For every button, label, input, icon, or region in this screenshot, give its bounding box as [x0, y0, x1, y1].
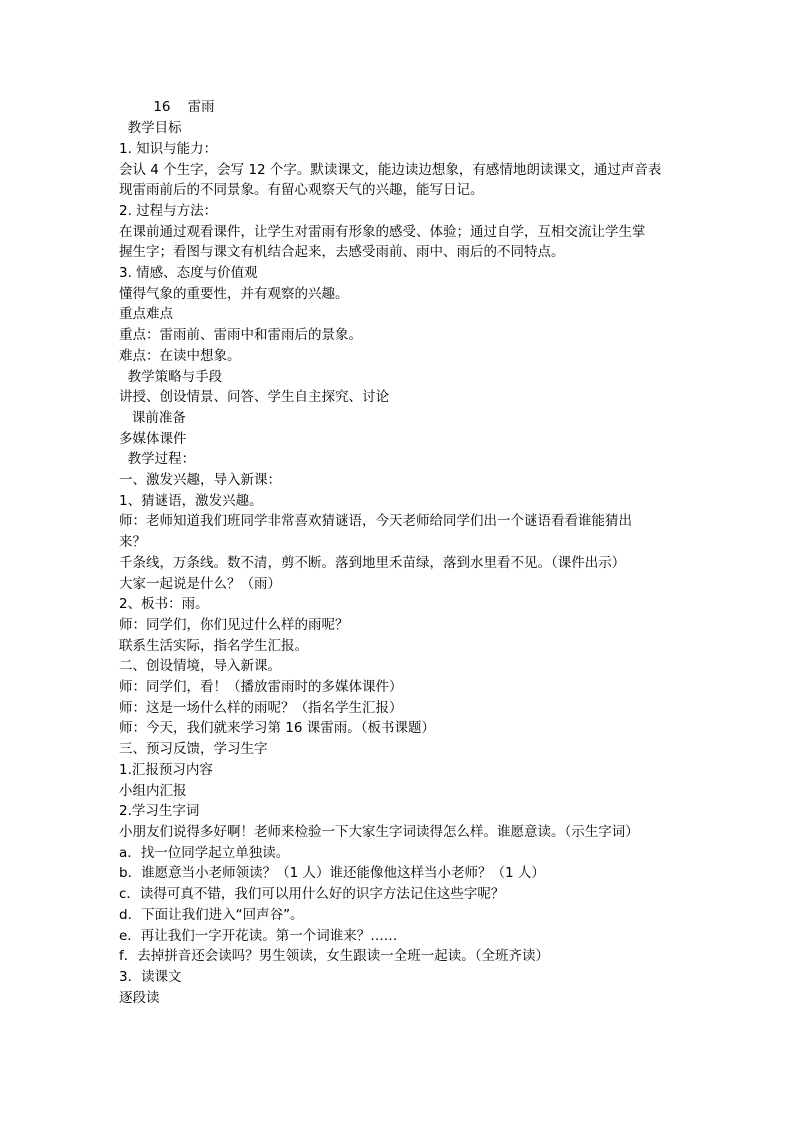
heading-strategy: 教学策略与手段 [119, 369, 223, 385]
paragraph-line: 大家一起说是什么？（雨） [119, 576, 281, 592]
list-item: c．读得可真不错，我们可以用什么好的识字方法记住这些字呢？ [119, 886, 505, 902]
subheading-knowledge: 1. 知识与能力： [119, 141, 218, 157]
paragraph-line: 千条线，万条线。数不清，剪不断。落到地里禾苗绿，落到水里看不见。（课件出示） [119, 555, 626, 571]
heading-key-points: 重点难点 [119, 306, 173, 322]
paragraph-line: 师：老师知道我们班同学非常喜欢猜谜语，今天老师给同学们出一个谜语看看谁能猜出 [119, 513, 632, 529]
paragraph-line: 2、板书：雨。 [119, 596, 209, 612]
paragraph-line: 来？ [119, 534, 146, 550]
subheading-process: 2. 过程与方法： [119, 203, 218, 219]
paragraph-line: 师：这是一场什么样的雨呢？（指名学生汇报） [119, 700, 403, 716]
paragraph-line: 1、猜谜语，激发兴趣。 [119, 493, 263, 509]
paragraph-line: 现雷雨前后的不同景象。有留心观察天气的兴趣，能写日记。 [119, 182, 484, 198]
paragraph-line: 难点：在读中想象。 [119, 348, 241, 364]
heading-teaching-goals: 教学目标 [119, 120, 182, 136]
paragraph-line: 重点：雷雨前、雷雨中和雷雨后的景象。 [119, 327, 362, 343]
paragraph-line: 师：同学们，你们见过什么样的雨呢？ [119, 617, 349, 633]
section-heading: 三、预习反馈，学习生字 [119, 741, 268, 757]
paragraph-line: 懂得气象的重要性，并有观察的兴趣。 [119, 286, 349, 302]
list-item: a．找一位同学起立单独读。 [119, 845, 290, 861]
paragraph-line: 小组内汇报 [119, 783, 187, 799]
list-item: b．谁愿意当小老师领读？（1 人）谁还能像他这样当小老师？（1 人） [119, 865, 545, 881]
list-item: d．下面让我们进入“回声谷”。 [119, 907, 304, 923]
paragraph-line: 会认 4 个生字，会写 12 个字。默读课文，能边读边想象，有感情地朗读课文，通过声音表 [119, 162, 662, 178]
paragraph-line: 1.汇报预习内容 [119, 762, 213, 778]
paragraph-line: 讲授、创设情景、问答、学生自主探究、讨论 [119, 389, 389, 405]
paragraph-line: 2.学习生字词 [119, 803, 200, 819]
paragraph-line: 师：今天，我们就来学习第 16 课雷雨。（板书课题） [119, 720, 436, 736]
subheading-emotion: 3. 情感、态度与价值观 [119, 265, 258, 281]
list-item: e．再让我们一字开花读。第一个词谁来？…… [119, 928, 398, 944]
section-heading: 一、激发兴趣，导入新课： [119, 472, 281, 488]
paragraph-line: 3．读课文 [119, 969, 182, 985]
paragraph-line: 联系生活实际，指名学生汇报。 [119, 638, 308, 654]
heading-process: 教学过程： [119, 451, 196, 467]
section-heading: 二、创设情境，导入新课。 [119, 658, 281, 674]
paragraph-line: 多媒体课件 [119, 431, 187, 447]
list-item: f．去掉拼音还会读吗？男生领读，女生跟读一全班一起读。（全班齐读） [119, 948, 550, 964]
paragraph-line: 逐段读 [119, 990, 160, 1006]
paragraph-line: 小朋友们说得多好啊！老师来检验一下大家生字词读得怎么样。谁愿意读。（示生字词） [119, 824, 639, 840]
paragraph-line: 在课前通过观看课件，让学生对雷雨有形象的感受、体验；通过自学，互相交流让学生掌 [119, 224, 646, 240]
heading-preparation: 课前准备 [119, 410, 186, 426]
lesson-title: 16 雷雨 [119, 99, 215, 115]
paragraph-line: 师：同学们，看！（播放雷雨时的多媒体课件） [119, 679, 403, 695]
paragraph-line: 握生字；看图与课文有机结合起来，去感受雨前、雨中、雨后的不同特点。 [119, 244, 565, 260]
